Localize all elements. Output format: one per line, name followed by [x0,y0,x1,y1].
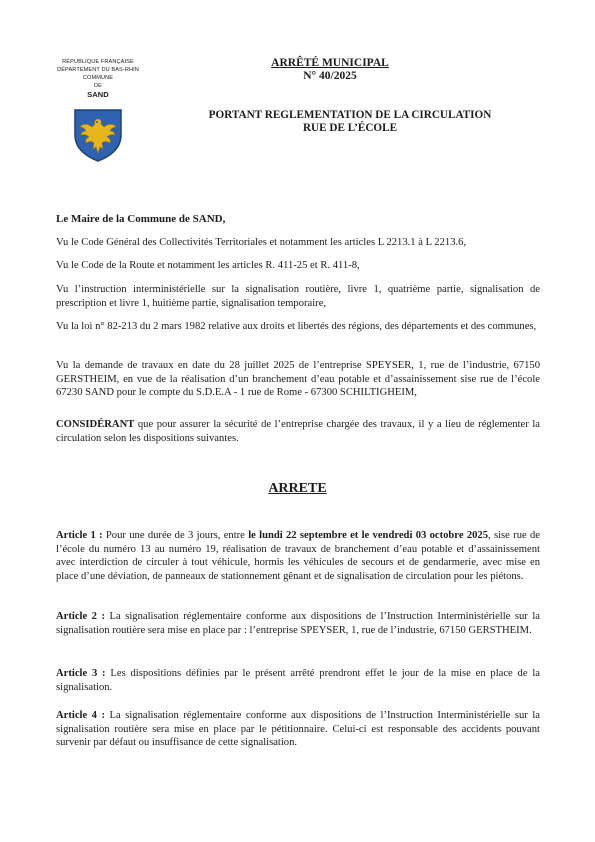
arrete-header [250,57,410,83]
commune-label: COMMUNE [82,75,114,81]
commune-de-label: DE [94,83,102,89]
vu-code-route: Vu le Code de la Route et notamment les articles R. 411-25 et R. 411-8, [56,260,360,271]
considerant-paragraph [56,418,540,445]
article-4-label: Article 4 : [56,710,106,721]
article-1 [56,529,540,583]
subject-line-1: PORTANT REGLEMENTATION DE LA CIRCULATION [208,109,492,121]
arrete-heading: ARRETE [268,481,327,496]
article-3 [56,667,540,694]
department-label: DÉPARTEMENT DU BAS-RHIN [57,67,139,73]
considerant-label: CONSIDÉRANT [56,419,135,430]
vu-loi: Vu la loi n° 82-213 du 2 mars 1982 relative aux droits et libertés des régions, des départements et des communes, [56,321,537,332]
maire-line [56,213,540,227]
commune-header [42,58,154,99]
article-1-label: Article 1 : [56,530,103,541]
vu-demande: Vu la demande de travaux en date du 28 juillet 2025 de l’entreprise SPEYSER, 1, rue de l’industrie, 67150 GERSTHEIM, en vue de la réalisation d’un branchement d’eau potable et d’assainissement sise rue de l’école 67230 SAND pour le compte du S.D.E.A - 1 rue de Rome - 67300 SCHILTIGHEIM, [56,360,540,399]
article-2 [56,610,540,637]
subject-line-2: RUE DE L’ÉCOLE [302,122,398,134]
article-3-text: Les dispositions définies par le présent arrêté prendront effet le jour de la mise en place de la signalisation. [56,668,540,693]
commune-name: SAND [87,90,109,99]
arrete-number: N° 40/2025 [303,70,357,82]
maire-text: Le Maire de la Commune de SAND, [56,213,226,225]
vu-cgct: Vu le Code Général des Collectivités Territoriales et notamment les articles L 2213.1 à L 2213.6, [56,237,467,248]
article-2-label: Article 2 : [56,611,106,622]
article-4-text: La signalisation réglementaire conforme aux dispositions de l’Instruction Interministérielle sur la signalisation routière sera mise en place par le pétitionnaire. Celui-ci est responsable des accidents pouvant survenir par défaut ou insuffisance de cette signalisation. [56,710,540,749]
article-1-post: , sise rue de l’école du numéro 13 au numéro 19, réalisation de travaux de branchement d’eau potable et d’assainissement avec interdiction de circuler à tout véhicule, hormis les véhicules de secours et de gendarmerie, avec mise en place d’une déviation, de panneaux de stationnement gênant et de signalisation de circulation pour les piétons. [56,530,540,582]
coat-of-arms-icon [72,107,124,163]
vu-instruction: Vu l’instruction interministérielle sur la signalisation routière, livre 1, quatrième partie, signalisation de prescription et livre 1, huitième partie, signalisation temporaire, [56,284,540,309]
considerant-text: que pour assurer la sécurité de l’entreprise chargée des travaux, il y a lieu de réglementer la circulation selon les dispositions suivantes. [56,419,540,444]
article-3-label: Article 3 : [56,668,106,679]
article-1-dates: le lundi 22 septembre et le vendredi 03 octobre 2025 [248,530,489,541]
article-2-text: La signalisation réglementaire conforme aux dispositions de l’Instruction Interministérielle sur la signalisation routière sera mise en place par : l’entreprise SPEYSER, 1, rue de l’industrie, 67150 GERSTHEIM. [56,611,540,636]
article-1-pre: Pour une durée de 3 jours, entre [102,530,249,541]
republic-label: RÉPUBLIQUE FRANÇAISE [62,59,134,65]
arrete-title: ARRÊTÉ MUNICIPAL [271,57,389,69]
article-4 [56,709,540,750]
arrete-subject [180,109,520,135]
